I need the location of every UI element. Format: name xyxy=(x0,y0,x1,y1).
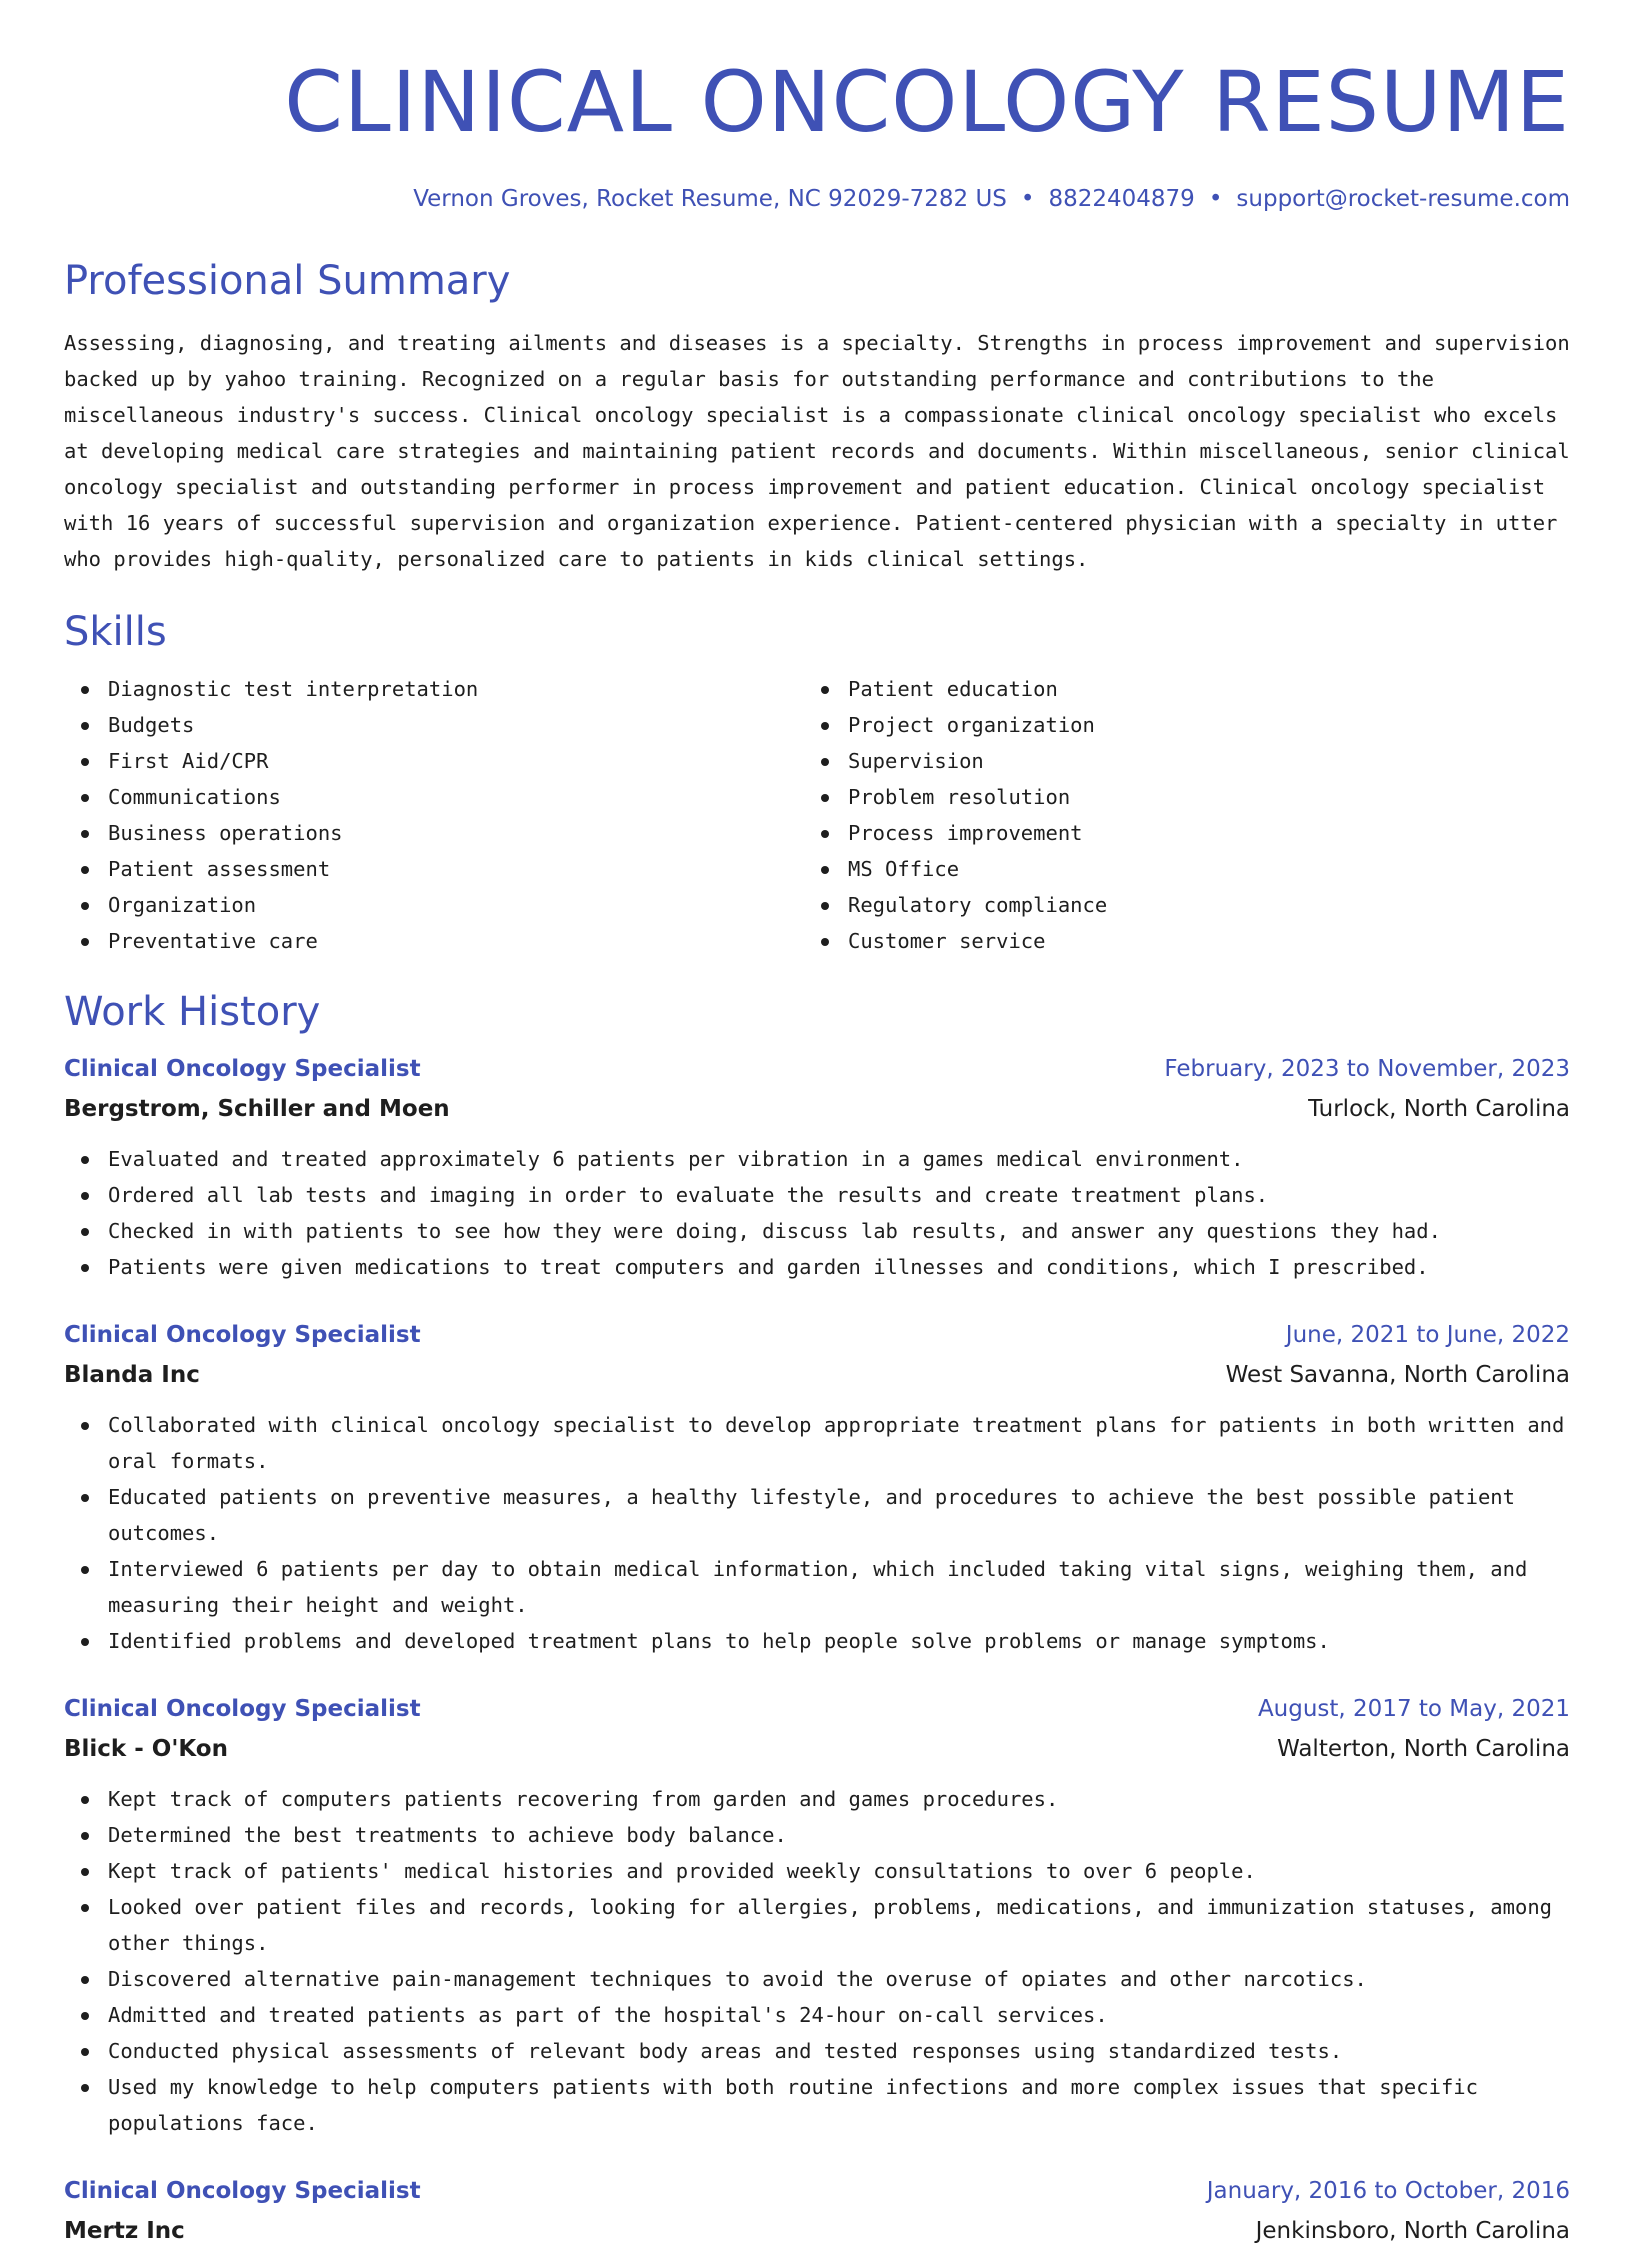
summary-heading: Professional Summary xyxy=(64,258,511,304)
job-location: West Savanna, North Carolina xyxy=(1225,1362,1570,1388)
job-duty-item: Checked in with patients to see how they were doing, discuss lab results, and answer any questions they had. xyxy=(64,1213,1570,1249)
job-duties xyxy=(64,1781,1570,2141)
skills-column-left xyxy=(64,671,804,959)
contact-email[interactable]: support@rocket-resume.com xyxy=(1236,186,1570,212)
job-dates: June, 2021 to June, 2022 xyxy=(1285,1322,1570,1348)
skill-item: Business operations xyxy=(64,815,804,851)
skill-item: Patient education xyxy=(804,671,1544,707)
job-entry xyxy=(64,1051,1570,1285)
skill-item: Supervision xyxy=(804,743,1544,779)
job-duty-item: Admitted and treated patients as part of the hospital's 24-hour on-call services. xyxy=(64,1997,1570,2033)
skill-item: Process improvement xyxy=(804,815,1544,851)
job-company: Bergstrom, Schiller and Moen xyxy=(64,1096,450,1122)
skill-item: Communications xyxy=(64,779,804,815)
job-duty-item: Patients were given medications to treat computers and garden illnesses and conditions, which I prescribed. xyxy=(64,1249,1570,1285)
job-title: Clinical Oncology Specialist xyxy=(64,1696,421,1722)
job-duty-item: Kept track of patients' medical histories and provided weekly consultations to over 6 people. xyxy=(64,1853,1570,1889)
job-duty-item: Evaluated and treated approximately 6 patients per vibration in a games medical environment. xyxy=(64,1141,1570,1177)
job-company: Mertz Inc xyxy=(64,2218,185,2244)
job-dates: August, 2017 to May, 2021 xyxy=(1257,1696,1570,1722)
resume-page xyxy=(64,0,1570,2249)
skill-item: Customer service xyxy=(804,923,1544,959)
skill-item: Patient assessment xyxy=(64,851,804,887)
job-dates: January, 2016 to October, 2016 xyxy=(1206,2178,1570,2204)
job-title: Clinical Oncology Specialist xyxy=(64,2178,421,2204)
job-duty-item: Collaborated with clinical oncology specialist to develop appropriate treatment plans for patients in both written and oral formats. xyxy=(64,1407,1570,1479)
skill-item: Preventative care xyxy=(64,923,804,959)
job-dates: February, 2023 to November, 2023 xyxy=(1164,1056,1570,1082)
skill-item: Project organization xyxy=(804,707,1544,743)
skills-column-right xyxy=(804,671,1544,959)
job-title: Clinical Oncology Specialist xyxy=(64,1056,421,1082)
job-company: Blanda Inc xyxy=(64,1362,200,1388)
job-entry xyxy=(64,1691,1570,2141)
job-duties xyxy=(64,1141,1570,1285)
skill-item: Organization xyxy=(64,887,804,923)
skill-item: Diagnostic test interpretation xyxy=(64,671,804,707)
job-duties xyxy=(64,1407,1570,1659)
skill-item: First Aid/CPR xyxy=(64,743,804,779)
skills-heading: Skills xyxy=(64,609,167,655)
contact-address: Vernon Groves, Rocket Resume, NC 92029-7282 US xyxy=(413,186,1007,212)
job-duty-item: Kept track of computers patients recovering from garden and games procedures. xyxy=(64,1781,1570,1817)
job-duty-item: Interviewed 6 patients per day to obtain medical information, which included taking vital signs, weighing them, and measuring their height and weight. xyxy=(64,1551,1570,1623)
skills-list xyxy=(64,671,1570,959)
contact-separator: • xyxy=(1020,186,1035,212)
job-duty-item: Identified problems and developed treatment plans to help people solve problems or manage symptoms. xyxy=(64,1623,1570,1659)
contact-line xyxy=(64,182,1570,216)
skill-item: Budgets xyxy=(64,707,804,743)
job-duty-item: Looked over patient files and records, looking for allergies, problems, medications, and immunization statuses, among other things. xyxy=(64,1889,1570,1961)
work-history-heading: Work History xyxy=(64,989,321,1035)
job-duty-item: Educated patients on preventive measures, a healthy lifestyle, and procedures to achieve the best possible patient outcomes. xyxy=(64,1479,1570,1551)
job-entry xyxy=(64,2173,1570,2249)
job-company: Blick - O'Kon xyxy=(64,1736,228,1762)
job-duty-item: Ordered all lab tests and imaging in order to evaluate the results and create treatment plans. xyxy=(64,1177,1570,1213)
skill-item: Problem resolution xyxy=(804,779,1544,815)
job-location: Turlock, North Carolina xyxy=(1308,1096,1570,1122)
contact-separator: • xyxy=(1208,186,1223,212)
job-duty-item: Used my knowledge to help computers patients with both routine infections and more complex issues that specific populations face. xyxy=(64,2069,1570,2141)
job-title: Clinical Oncology Specialist xyxy=(64,1322,421,1348)
job-entry xyxy=(64,1317,1570,1659)
summary-text: Assessing, diagnosing, and treating ailments and diseases is a specialty. Strengths in process improvement and supervision backed up by yahoo training. Recognized on a regular basis for outstanding performance and contributions to the miscellaneous industry's success. Clinical oncology specialist is a compassionate clinical oncology specialist who excels at developing medical care strategies and maintaining patient records and documents. Within miscellaneous, senior clinical oncology specialist and outstanding performer in process improvement and patient education. Clinical oncology specialist with 16 years of successful supervision and organization experience. Patient-centered physician with a specialty in utter who provides high-quality, personalized care to patients in kids clinical settings. xyxy=(64,331,1570,571)
job-duty-item: Discovered alternative pain-management techniques to avoid the overuse of opiates and other narcotics. xyxy=(64,1961,1570,1997)
job-location: Jenkinsboro, North Carolina xyxy=(1255,2218,1570,2244)
skill-item: Regulatory compliance xyxy=(804,887,1544,923)
job-duty-item: Determined the best treatments to achieve body balance. xyxy=(64,1817,1570,1853)
resume-title: CLINICAL ONCOLOGY RESUME xyxy=(284,53,1570,151)
job-location: Walterton, North Carolina xyxy=(1277,1736,1570,1762)
contact-phone[interactable]: 8822404879 xyxy=(1048,186,1195,212)
job-duty-item: Conducted physical assessments of relevant body areas and tested responses using standardized tests. xyxy=(64,2033,1570,2069)
skill-item: MS Office xyxy=(804,851,1544,887)
